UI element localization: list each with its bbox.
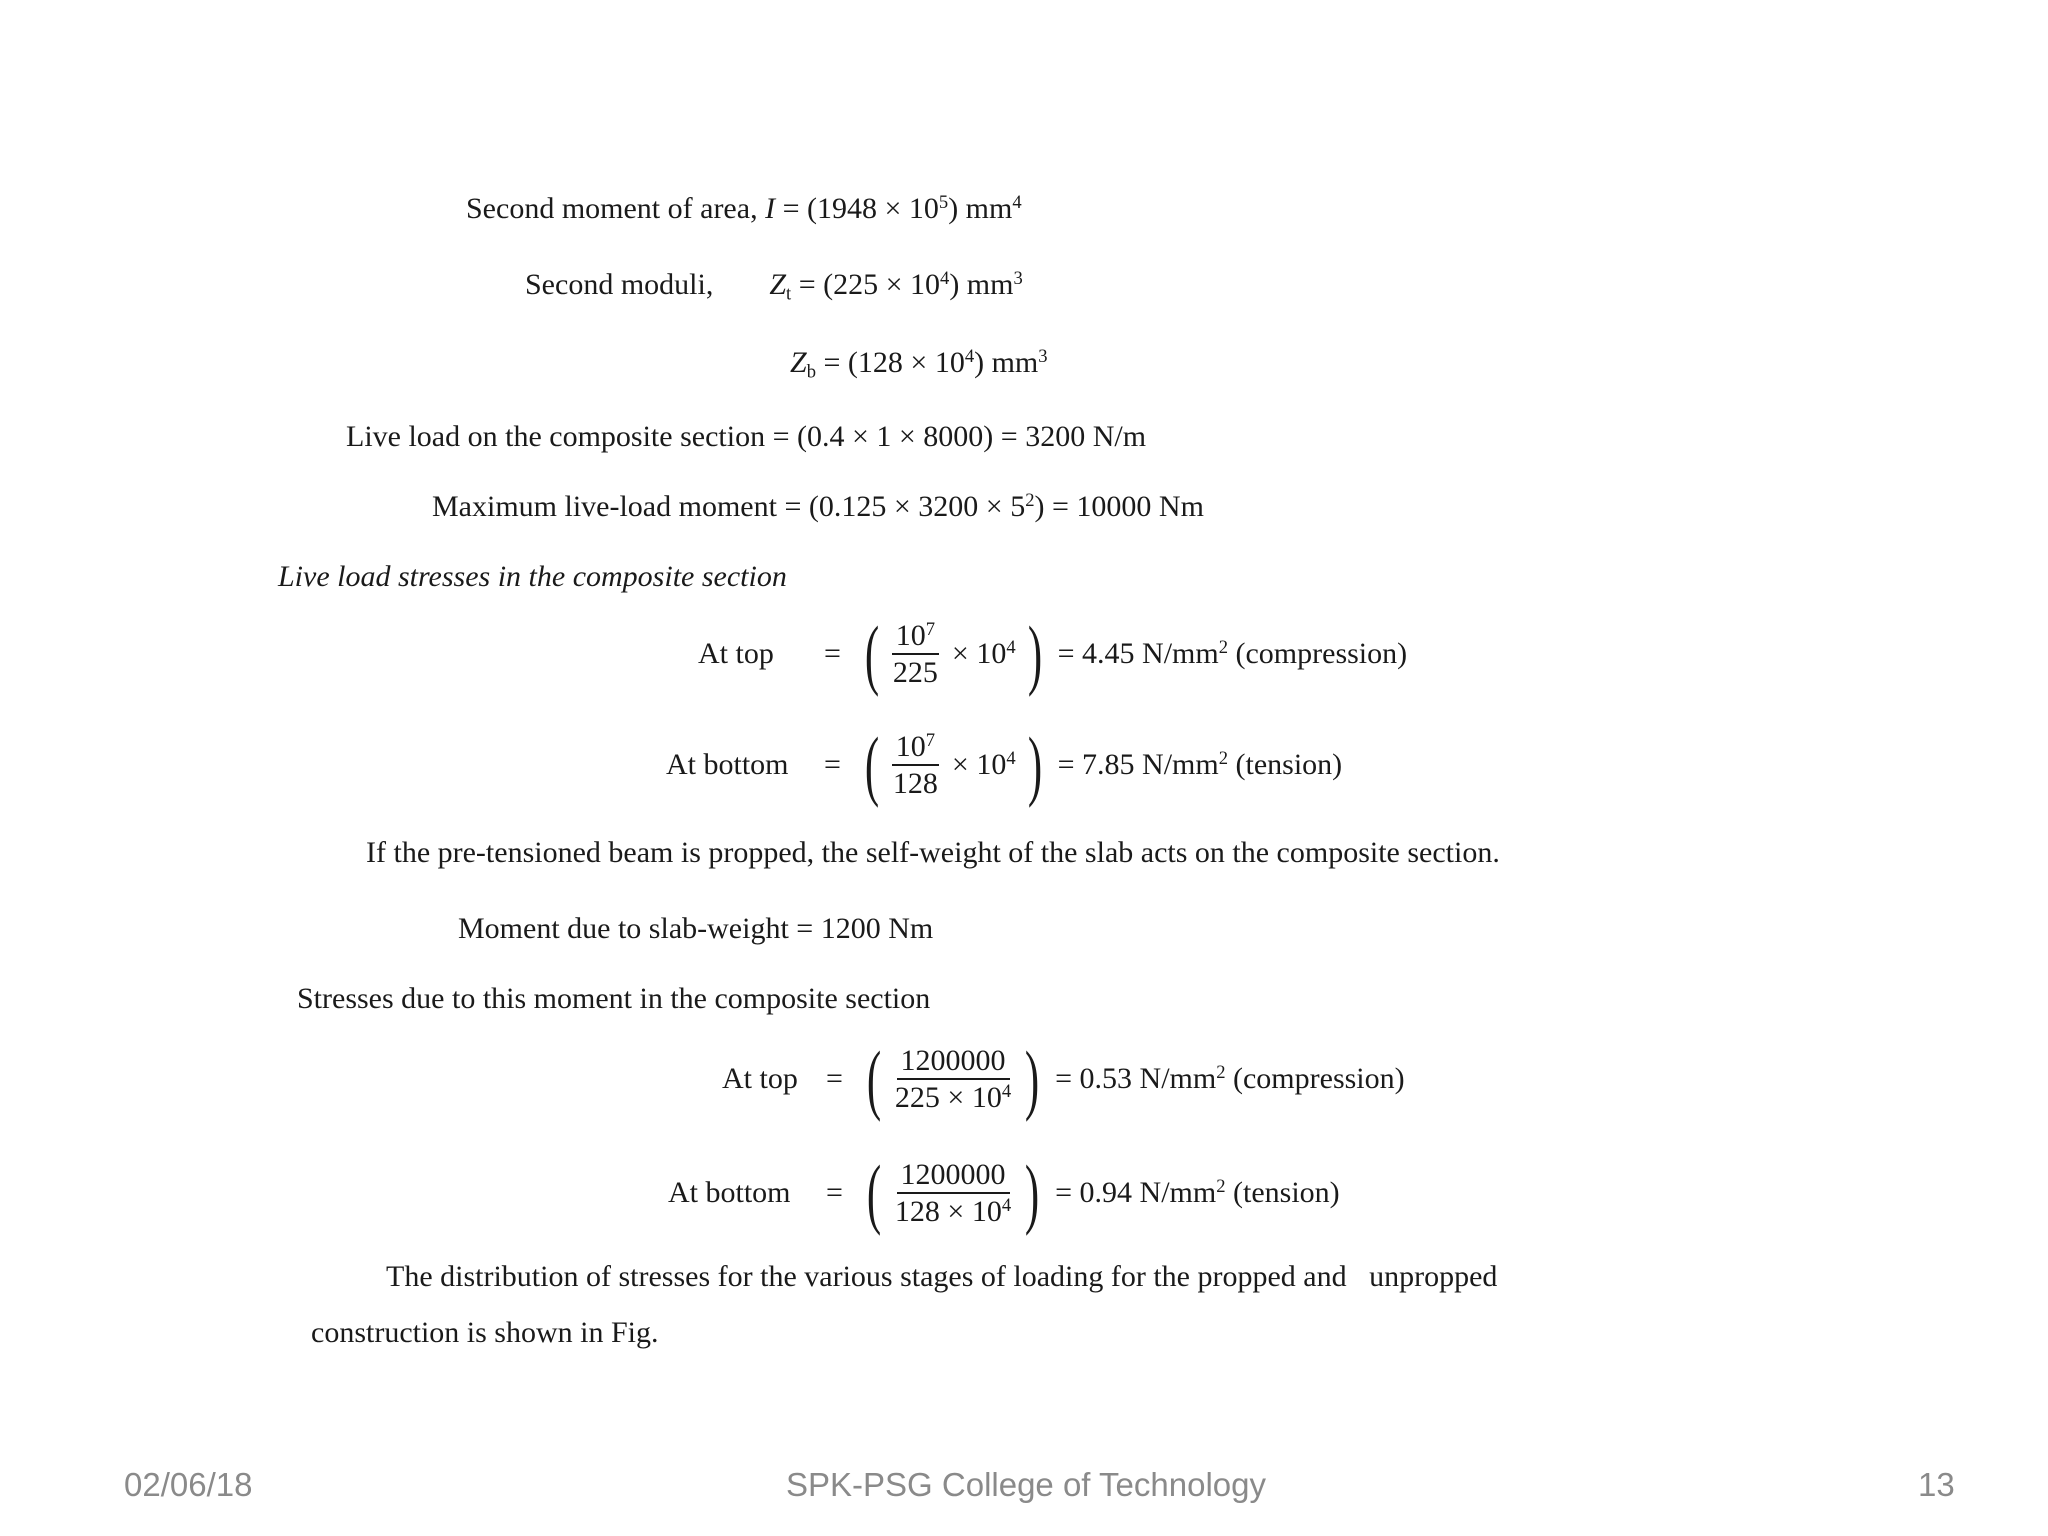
live-load-bottom-stress-equation: At bottom = ( $\frac{10^7}{128}$ × $10^4$ ) = 7.85 $N/mm^2$ (tension) <box>666 721 1343 808</box>
right-paren: ) <box>1027 610 1042 697</box>
second-moment-line: Second moment of area, $I = (1948 \times 10^5)$ $mm^4$ <box>466 191 1022 225</box>
footer-college-name: SPK-PSG College of Technology <box>786 1466 1266 1503</box>
propped-beam-paragraph: If the pre-tensioned beam is propped, the self-weight of the slab acts on the composite section. <box>366 836 1500 869</box>
right-paren: ) <box>1024 1035 1040 1122</box>
fraction: $\frac{10^7}{225}$ <box>892 618 938 689</box>
live-load-top-stress-equation: At top = ( $\frac{10^7}{225}$ × $10^4$ ) = 4.45 $N/mm^2$ (compression) <box>698 610 1408 697</box>
fraction: $\frac{1200000}{128 \times 10^4}$ <box>894 1157 1012 1228</box>
fraction: $\frac{1200000}{225 \times 10^4}$ <box>894 1043 1012 1114</box>
live-load-stresses-heading: Live load stresses in the composite section <box>278 560 787 593</box>
second-moduli-zt-line: Second moduli, $Z_t = (225 \times 10^4)$ $mm^3$ <box>525 267 1023 305</box>
fraction: $\frac{10^7}{128}$ <box>892 729 938 800</box>
footer-page-number: 13 <box>1918 1466 1955 1503</box>
distribution-paragraph-line2: construction is shown in Fig. <box>311 1316 659 1349</box>
moment-stresses-heading: Stresses due to this moment in the composite section <box>297 982 931 1015</box>
live-load-line: Live load on the composite section = (0.4 × 1 × 8000) = 3200 N/m <box>346 420 1147 453</box>
slab-top-stress-equation: At top = ( $\frac{1200000}{225 \times 10^4}$ ) = 0.53 $N/mm^2$ (compression) <box>722 1035 1405 1122</box>
slab-weight-moment-line: Moment due to slab-weight = 1200 Nm <box>458 912 934 945</box>
left-paren: ( <box>866 1035 882 1122</box>
left-paren: ( <box>864 610 880 697</box>
footer-date: 02/06/18 <box>124 1466 253 1503</box>
max-live-load-moment-line: Maximum live-load moment = $(0.125 \times 3200 \times 5^2) = 10000$ Nm <box>432 489 1204 523</box>
second-moduli-zb-line: $Z_b = (128 \times 10^4)$ $mm^3$ <box>790 345 1048 383</box>
distribution-paragraph-line1: The distribution of stresses for the various stages of loading for the propped and unpropped <box>386 1260 1498 1293</box>
right-paren: ) <box>1024 1149 1040 1236</box>
slab-bottom-stress-equation: At bottom = ( $\frac{1200000}{128 \times 10^4}$ ) = 0.94 $N/mm^2$ (tension) <box>668 1149 1340 1236</box>
left-paren: ( <box>864 721 880 808</box>
right-paren: ) <box>1027 721 1042 808</box>
left-paren: ( <box>866 1149 882 1236</box>
